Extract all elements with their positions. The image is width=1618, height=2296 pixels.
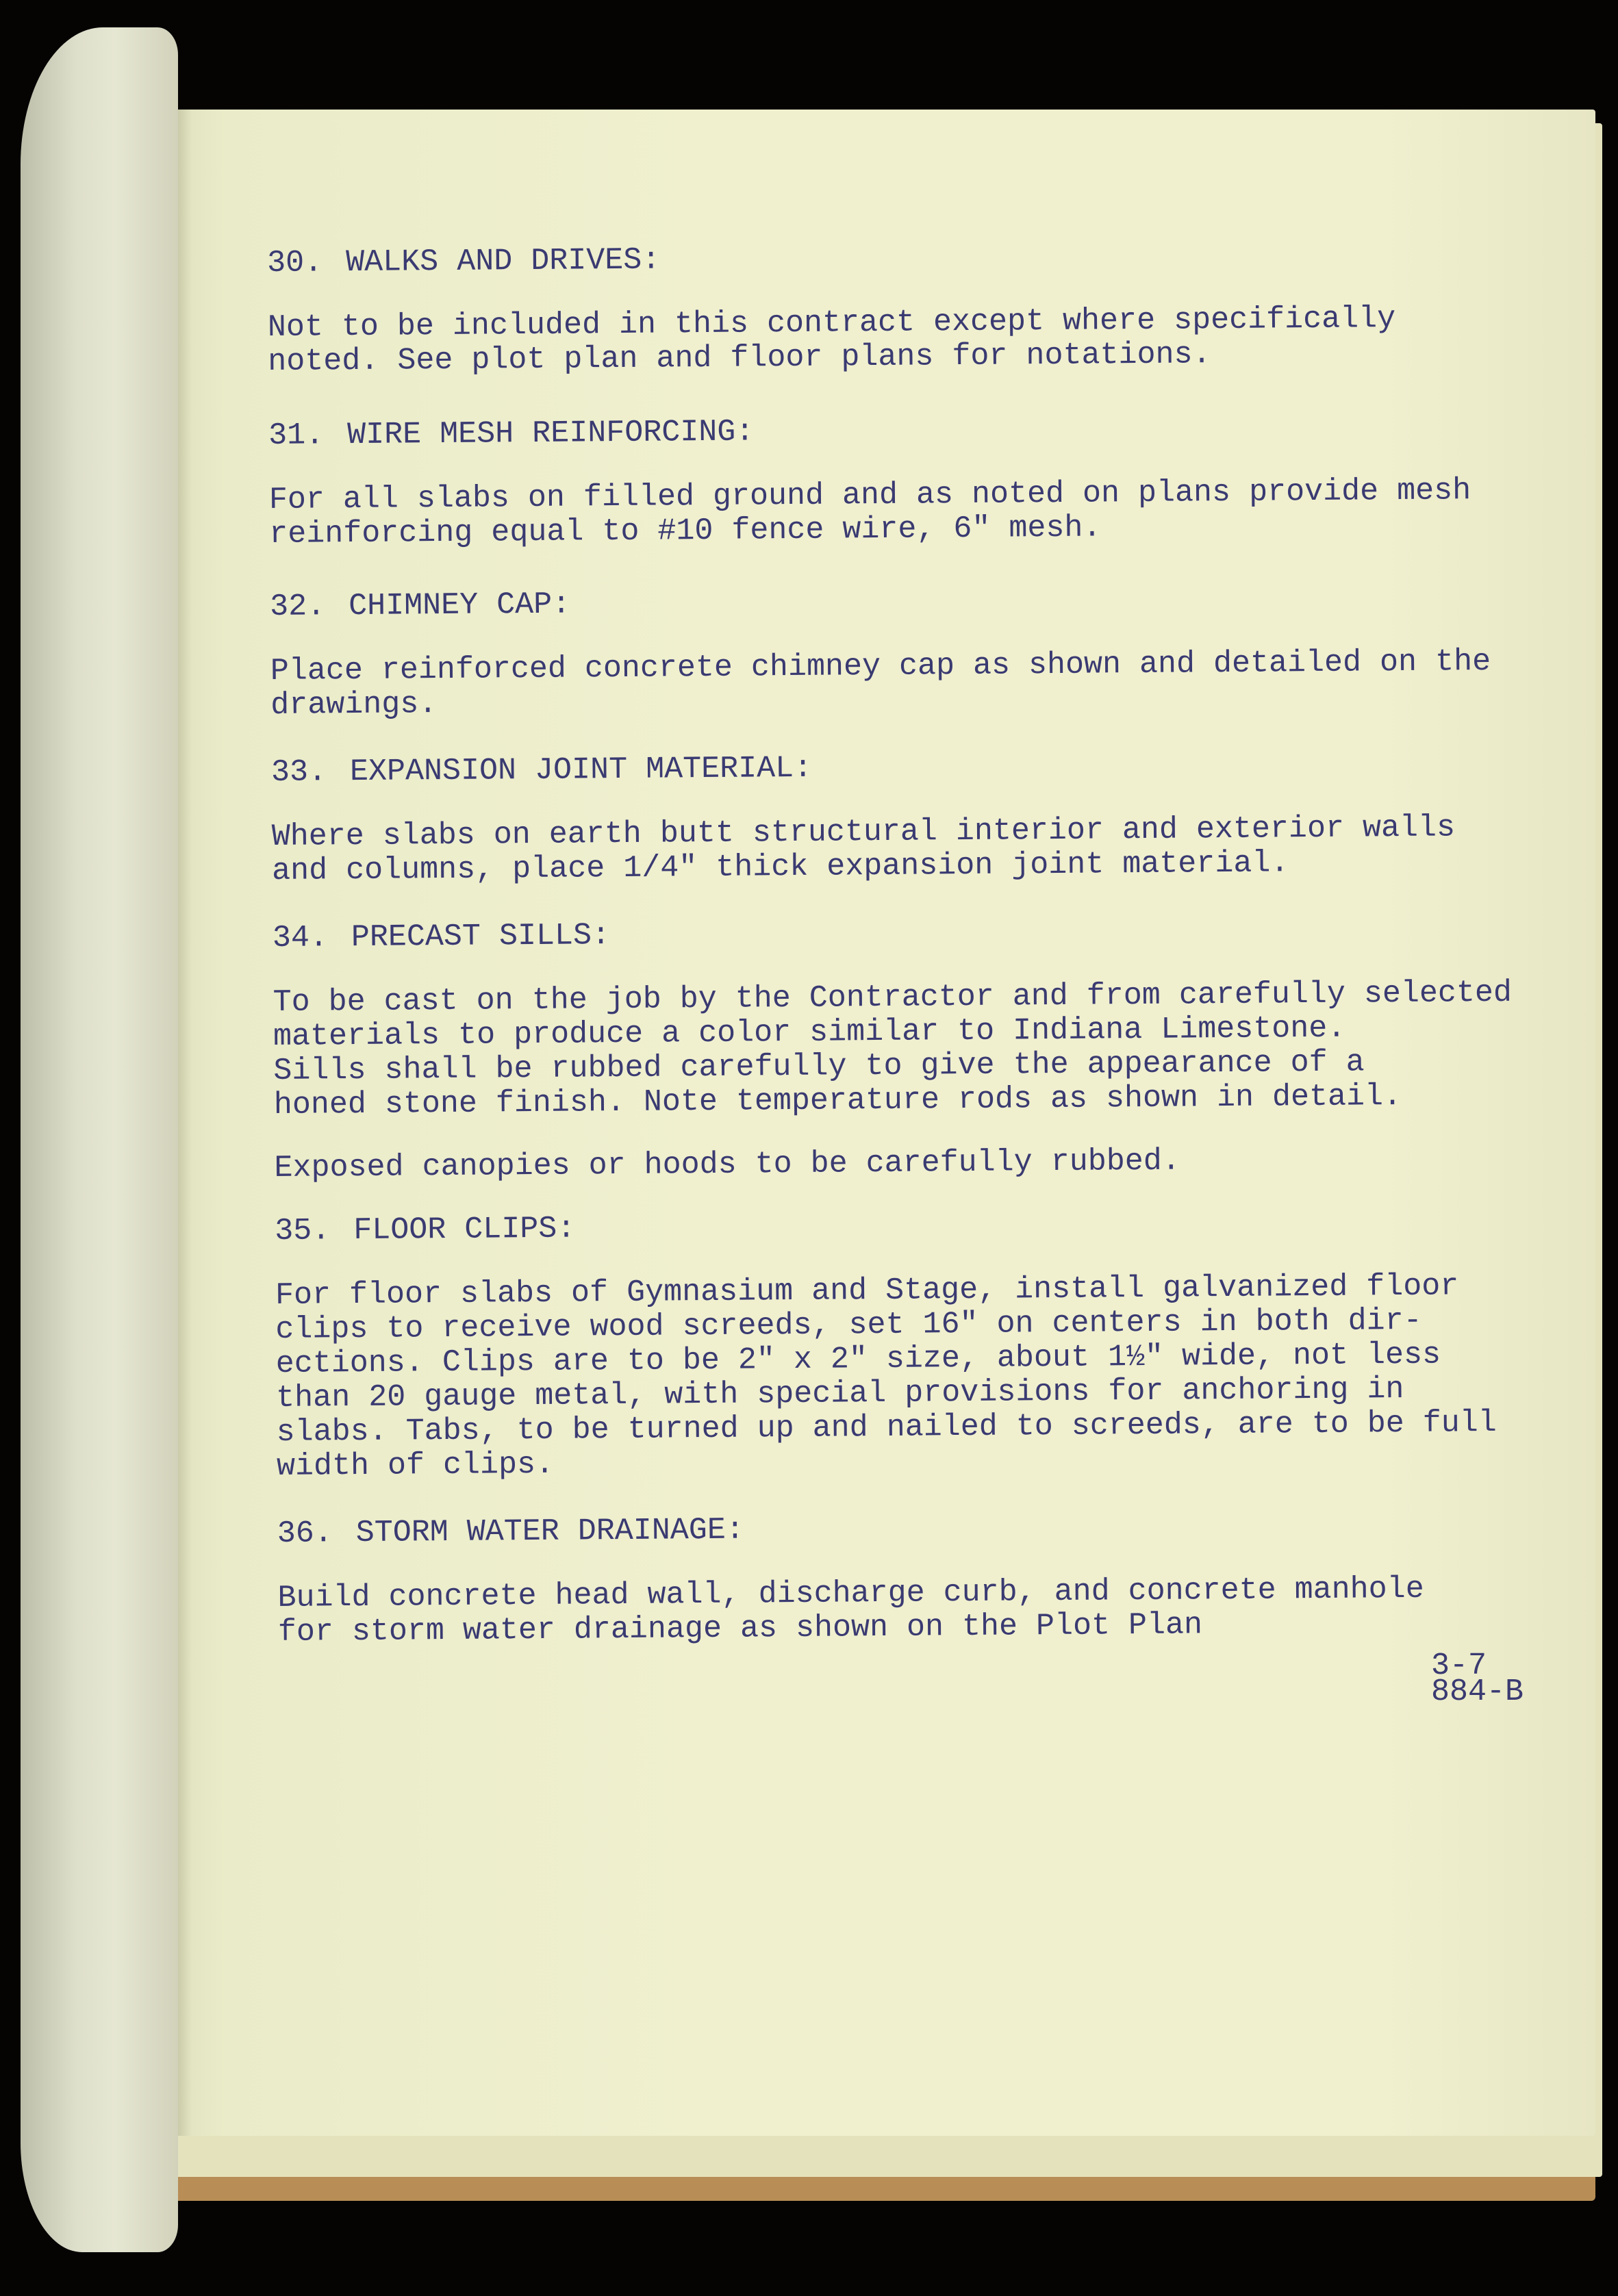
section-paragraph: To be cast on the job by the Contractor and from carefully selected materials to produce a color similar to Indiana Limestone. Sills shall be rubbed carefully to give the appearance of a honed stone finish. Note temperature rods as shown in detail. [273,975,1513,1123]
section-heading [268,409,1542,453]
page-reference [1431,1648,1524,1709]
section-number: 35. [275,1213,331,1249]
section-title: PRECAST SILLS: [351,918,611,956]
section-number: 33. [270,754,327,790]
section-paragraph: Build concrete head wall, discharge curb, and concrete manhole for storm water drainage as shown on the Plot Plan [277,1571,1424,1650]
section-35 [275,1204,1550,1484]
section-number: 34. [272,920,329,956]
section-paragraph: Exposed canopies or hoods to be carefully rubbed. [274,1143,1180,1186]
section-paragraph: Not to be included in this contract except where specifically noted. See plot plan and floor plans for notations. [267,301,1396,379]
section-title: WALKS AND DRIVES: [346,242,661,281]
section-heading [271,745,1545,790]
section-number: 36. [277,1516,333,1551]
section-title: CHIMNEY CAP: [348,587,571,624]
section-31 [268,409,1543,552]
section-36 [277,1507,1552,1650]
section-paragraph: Place reinforced concrete chimney cap as shown and detailed on the drawings. [270,643,1491,723]
section-title: WIRE MESH REINFORCING: [346,414,755,453]
page-number: 3-7 [1431,1648,1487,1683]
section-title: FLOOR CLIPS: [353,1211,576,1249]
section-title: EXPANSION JOINT MATERIAL: [349,750,813,790]
section-paragraph: Where slabs on earth butt structural interior and exterior walls and columns, place 1/4" thick expansion joint material. [271,810,1456,889]
section-paragraph: For all slabs on filled ground and as noted on plans provide mesh reinforcing equal to #10 fence wire, 6" mesh. [268,473,1471,552]
curled-left-page [21,27,178,2252]
specification-text [266,236,1552,1683]
section-paragraph: For floor slabs of Gymnasium and Stage, install galvanized floor clips to receive wood screeds, set 16" on centers in both dir- ections. Clips are to be 2" x 2" size, about 1½" wide, not less than 20 gauge metal, with special provisions for anchoring in slabs. Tabs, to be turned up and nailed to screeds, are to be full width of clips. [275,1268,1497,1484]
section-34 [273,911,1548,1186]
section-title: STORM WATER DRAINAGE: [355,1512,745,1551]
section-33 [271,745,1545,889]
section-heading [273,911,1546,956]
section-heading [275,1204,1548,1249]
section-heading [270,580,1543,624]
section-32 [270,580,1544,723]
document-code: 884-B [1431,1674,1524,1709]
section-heading [277,1507,1551,1551]
section-number: 32. [269,589,326,624]
section-30 [267,236,1541,379]
section-number: 30. [266,245,323,281]
section-number: 31. [268,418,325,453]
